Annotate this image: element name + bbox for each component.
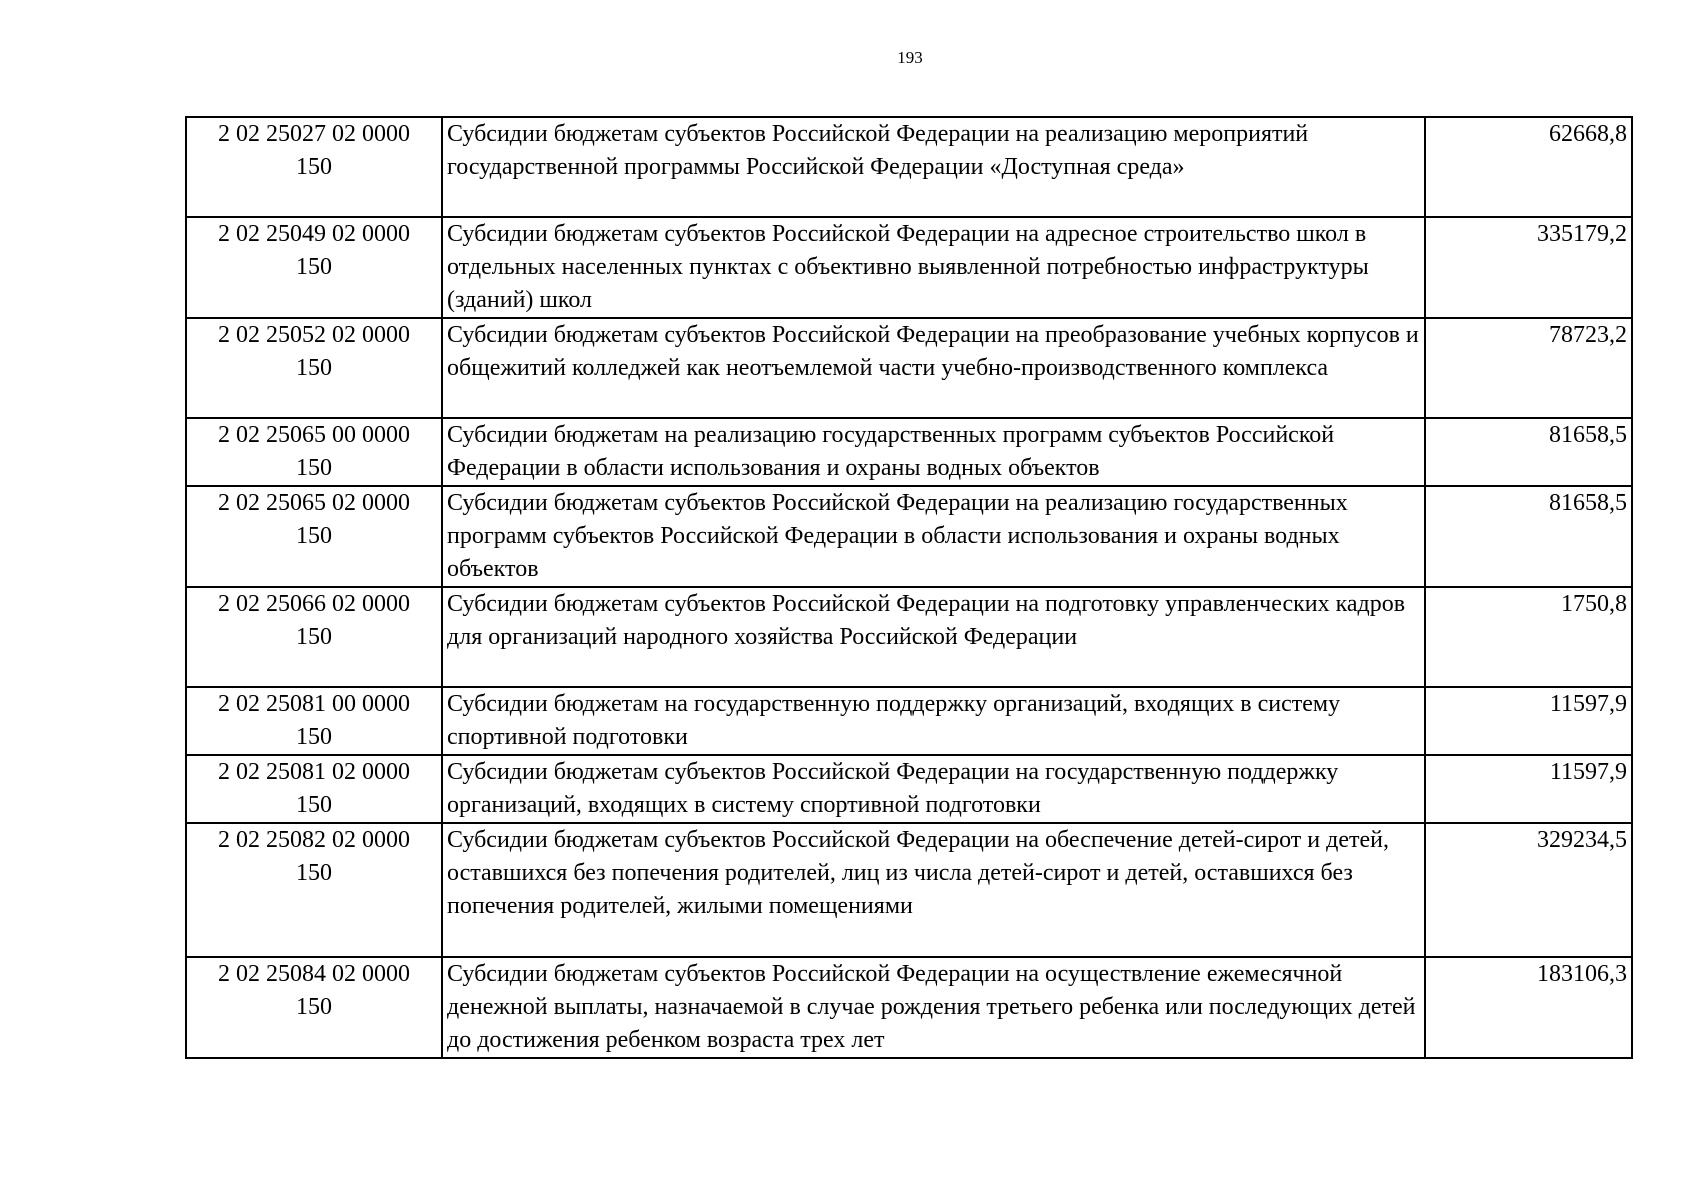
revenue-code-suffix: 150 bbox=[296, 254, 332, 280]
revenue-code: 2 02 25027 02 0000 bbox=[218, 121, 410, 147]
revenue-code-suffix: 150 bbox=[296, 792, 332, 818]
table-row bbox=[186, 957, 1632, 1058]
amount-cell: 81658,5 bbox=[1425, 486, 1632, 587]
table-row bbox=[186, 117, 1632, 217]
revenue-code-suffix: 150 bbox=[296, 455, 332, 481]
revenue-code-cell bbox=[186, 823, 442, 957]
description-cell: Субсидии бюджетам субъектов Российской Федерации на обеспечение детей-сирот и детей, оставшихся без попечения родителей, лиц из числа детей-сирот и детей, оставшихся без попечения родителей, жилыми помещениями bbox=[442, 823, 1425, 957]
description-cell: Субсидии бюджетам субъектов Российской Федерации на реализацию государственных программ субъектов Российской Федерации в области использования и охраны водных объектов bbox=[442, 486, 1425, 587]
description-cell: Субсидии бюджетам субъектов Российской Федерации на государственную поддержку организаций, входящих в систему спортивной подготовки bbox=[442, 755, 1425, 823]
revenue-code-cell bbox=[186, 418, 442, 486]
revenue-code: 2 02 25081 02 0000 bbox=[218, 759, 410, 785]
table-row bbox=[186, 217, 1632, 318]
revenue-code: 2 02 25082 02 0000 bbox=[218, 827, 410, 853]
description-cell: Субсидии бюджетам на государственную поддержку организаций, входящих в систему спортивной подготовки bbox=[442, 687, 1425, 755]
budget-revenue-table bbox=[185, 116, 1633, 1059]
revenue-code-cell bbox=[186, 318, 442, 418]
table-row bbox=[186, 587, 1632, 687]
amount-cell: 183106,3 bbox=[1425, 957, 1632, 1058]
revenue-code-cell bbox=[186, 117, 442, 217]
revenue-code-suffix: 150 bbox=[296, 355, 332, 381]
revenue-code: 2 02 25066 02 0000 bbox=[218, 591, 410, 617]
amount-cell: 335179,2 bbox=[1425, 217, 1632, 318]
revenue-code-cell bbox=[186, 687, 442, 755]
description-cell: Субсидии бюджетам субъектов Российской Федерации на подготовку управленческих кадров для организаций народного хозяйства Российской Федерации bbox=[442, 587, 1425, 687]
revenue-code-suffix: 150 bbox=[296, 154, 332, 180]
amount-cell: 81658,5 bbox=[1425, 418, 1632, 486]
revenue-code-cell bbox=[186, 587, 442, 687]
description-cell: Субсидии бюджетам субъектов Российской Федерации на реализацию мероприятий государственной программы Российской Федерации «Доступная среда» bbox=[442, 117, 1425, 217]
amount-cell: 329234,5 bbox=[1425, 823, 1632, 957]
amount-cell: 78723,2 bbox=[1425, 318, 1632, 418]
revenue-code: 2 02 25065 00 0000 bbox=[218, 422, 410, 448]
revenue-code-suffix: 150 bbox=[296, 860, 332, 886]
revenue-code: 2 02 25049 02 0000 bbox=[218, 221, 410, 247]
revenue-code-suffix: 150 bbox=[296, 994, 332, 1020]
amount-cell: 1750,8 bbox=[1425, 587, 1632, 687]
table-row bbox=[186, 687, 1632, 755]
table-row bbox=[186, 823, 1632, 957]
revenue-code-cell bbox=[186, 486, 442, 587]
table-row bbox=[186, 486, 1632, 587]
revenue-code-suffix: 150 bbox=[296, 624, 332, 650]
table-row bbox=[186, 755, 1632, 823]
description-cell: Субсидии бюджетам на реализацию государственных программ субъектов Российской Федерации в области использования и охраны водных объектов bbox=[442, 418, 1425, 486]
amount-cell: 11597,9 bbox=[1425, 687, 1632, 755]
revenue-code: 2 02 25065 02 0000 bbox=[218, 490, 410, 516]
revenue-code: 2 02 25084 02 0000 bbox=[218, 961, 410, 987]
table-row bbox=[186, 318, 1632, 418]
description-cell: Субсидии бюджетам субъектов Российской Федерации на адресное строительство школ в отдельных населенных пунктах с объективно выявленной потребностью инфраструктуры (зданий) школ bbox=[442, 217, 1425, 318]
revenue-code-cell bbox=[186, 957, 442, 1058]
description-cell: Субсидии бюджетам субъектов Российской Федерации на преобразование учебных корпусов и общежитий колледжей как неотъемлемой части учебно-производственного комплекса bbox=[442, 318, 1425, 418]
table-row bbox=[186, 418, 1632, 486]
description-cell: Субсидии бюджетам субъектов Российской Федерации на осуществление ежемесячной денежной выплаты, назначаемой в случае рождения третьего ребенка или последующих детей до достижения ребенком возраста трех лет bbox=[442, 957, 1425, 1058]
page-number: 193 bbox=[897, 48, 923, 67]
revenue-code-suffix: 150 bbox=[296, 523, 332, 549]
revenue-code: 2 02 25081 00 0000 bbox=[218, 691, 410, 717]
amount-cell: 62668,8 bbox=[1425, 117, 1632, 217]
revenue-code: 2 02 25052 02 0000 bbox=[218, 322, 410, 348]
revenue-code-cell bbox=[186, 755, 442, 823]
amount-cell: 11597,9 bbox=[1425, 755, 1632, 823]
revenue-code-cell bbox=[186, 217, 442, 318]
revenue-code-suffix: 150 bbox=[296, 724, 332, 750]
